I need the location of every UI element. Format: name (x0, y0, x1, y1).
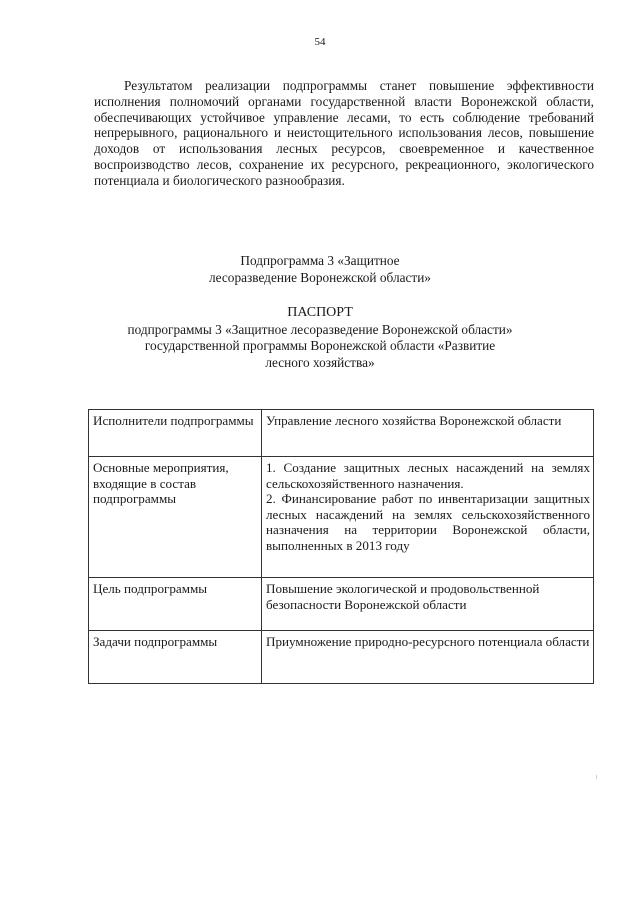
subprogram-title-line-2: лесоразведение Воронежской области» (209, 270, 431, 285)
passport-table (88, 409, 594, 684)
measure-item-2: 2. Финансирование работ по инвентаризации защитных лесных насаждений на землях сельскохозяйственного назначения на территории Воронежской области, выполненных в 2013 году (266, 491, 590, 553)
subprogram-title (150, 252, 490, 286)
intro-paragraph: Результатом реализации подпрограммы станет повышение эффективности исполнения полномочий органами государственной власти Воронежской области, обеспечивающих устойчивое управление лесами, то есть соблюдение требований непрерывного, рационального и неистощительного использования лесов, повышение доходов от использования лесных ресурсов, своевременное и качественное воспроизводство лесов, сохранение их ресурсного, рекреационного, экологического потенциала и биологического разнообразия. (94, 78, 594, 188)
executors-value: Управление лесного хозяйства Воронежской области (262, 410, 594, 457)
table-row-executors (89, 410, 594, 457)
tasks-label: Задачи подпрограммы (89, 631, 262, 684)
scan-artifact (596, 775, 597, 779)
goal-label: Цель подпрограммы (89, 578, 262, 631)
table-row-goal (89, 578, 594, 631)
table-row-tasks (89, 631, 594, 684)
executors-label: Исполнители подпрограммы (89, 410, 262, 457)
passport-subtitle (120, 322, 520, 371)
subprogram-title-line-1: Подпрограмма 3 «Защитное (240, 253, 400, 268)
passport-subtitle-line-3: лесного хозяйства» (265, 354, 375, 370)
measures-label: Основные мероприятия, входящие в состав подпрограммы (89, 457, 262, 578)
measures-value (262, 457, 594, 578)
passport-subtitle-line-1: подпрограммы 3 «Защитное лесоразведение Воронежской области» (127, 322, 513, 337)
page-number: 54 (314, 36, 326, 48)
tasks-value: Приумножение природно-ресурсного потенциала области (262, 631, 594, 684)
passport-subtitle-line-2: государственной программы Воронежской области «Развитие (144, 338, 496, 354)
goal-value: Повышение экологической и продовольственной безопасности Воронежской области (262, 578, 594, 631)
measure-item-1: 1. Создание защитных лесных насаждений на землях сельскохозяйственного назначения. (266, 460, 590, 491)
table-row-measures (89, 457, 594, 578)
passport-heading: ПАСПОРТ (287, 305, 353, 320)
